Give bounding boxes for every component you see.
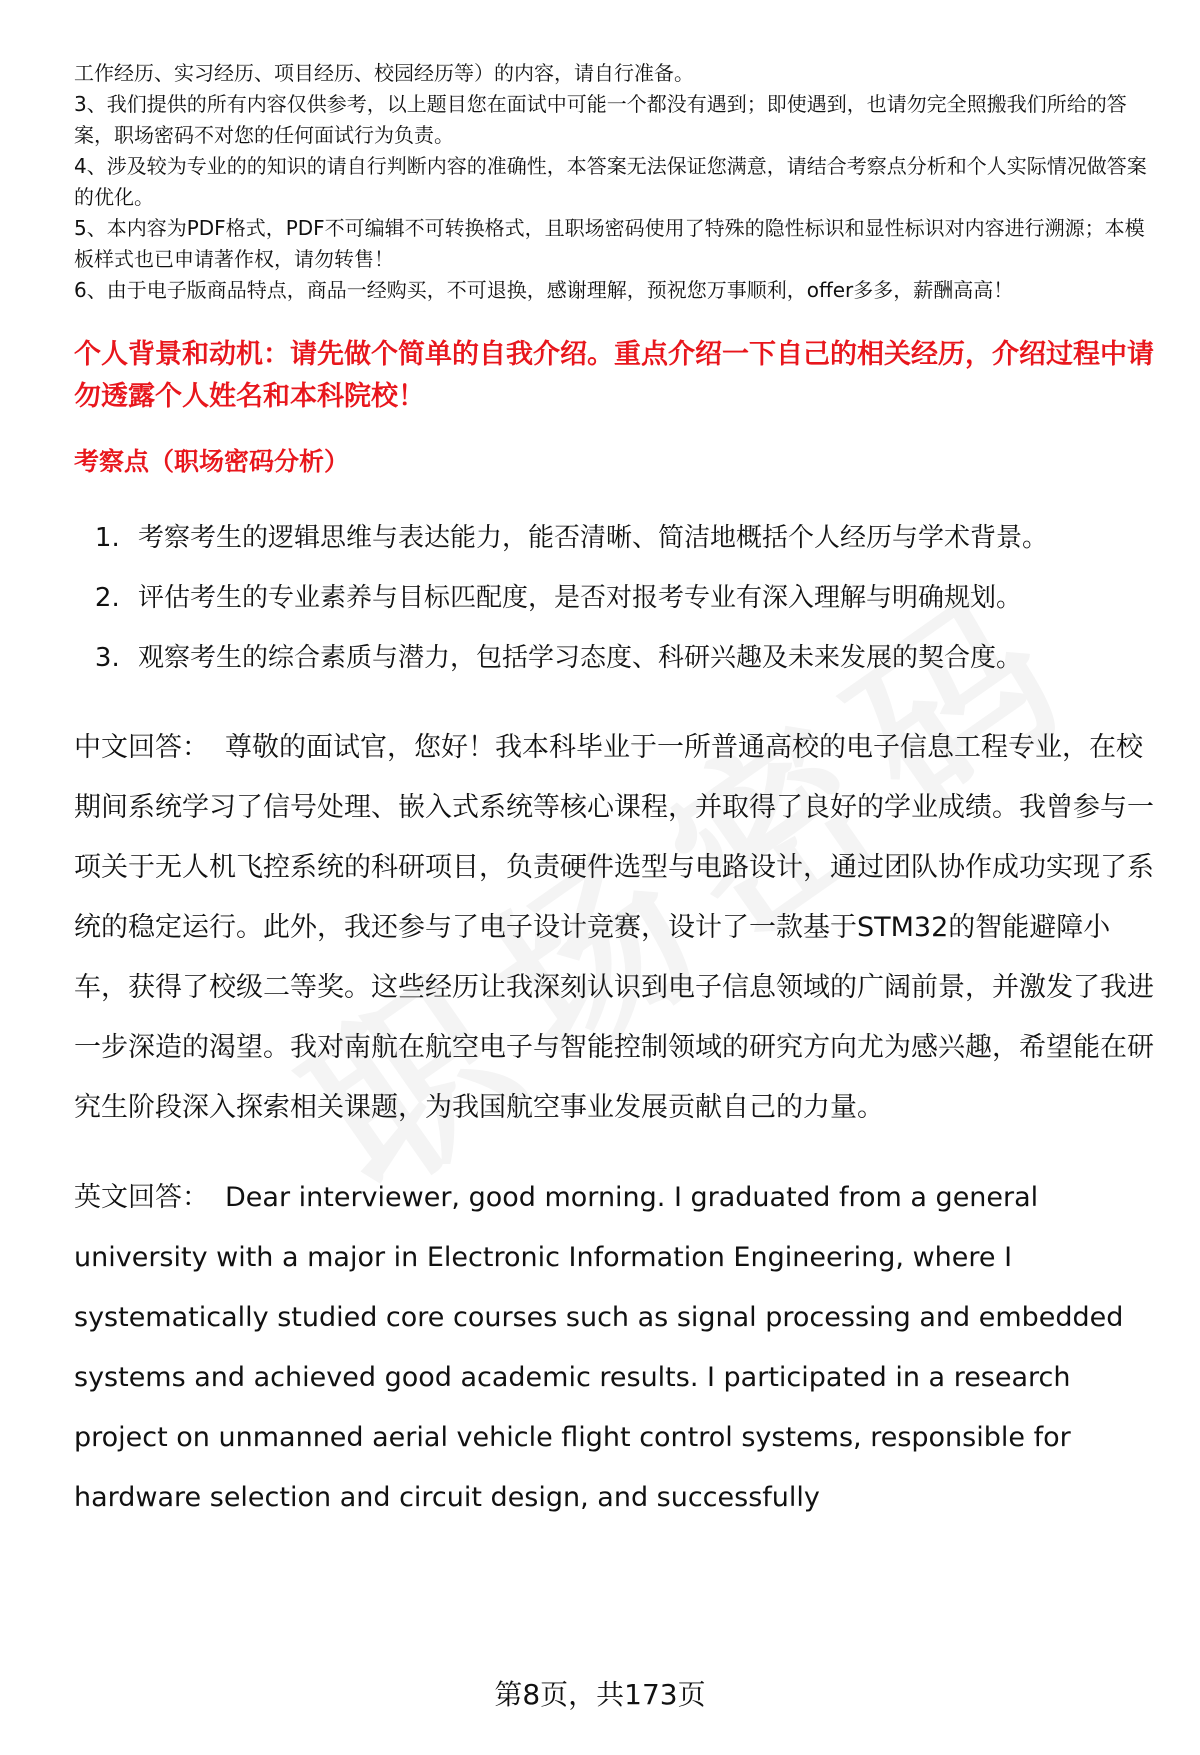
list-item: 2. 评估考生的专业素养与目标匹配度，是否对报考专业有深入理解与明确规划。: [128, 568, 1154, 628]
note-line: 4、涉及较为专业的的知识的请自行判断内容的准确性，本答案无法保证您满意，请结合考察点分析和个人实际情况做答案的优化。: [74, 154, 1147, 209]
document-body: [74, 58, 1154, 1528]
question-heading: 个人背景和动机：请先做个简单的自我介绍。重点介绍一下自己的相关经历，介绍过程中请勿透露个人姓名和本科院校！: [74, 339, 1154, 412]
note-line: 3、我们提供的所有内容仅供参考，以上题目您在面试中可能一个都没有遇到；即使遇到，也请勿完全照搬我们所给的答案，职场密码不对您的任何面试行为负责。: [74, 92, 1127, 147]
english-answer-label: 英文回答：: [74, 1182, 209, 1213]
note-line: 5、本内容为PDF格式，PDF不可编辑不可转换格式，且职场密码使用了特殊的隐性标识和显性标识对内容进行溯源；本模板样式也已申请著作权，请勿转售！: [74, 216, 1145, 271]
note-line: 6、由于电子版商品特点，商品一经购买，不可退换，感谢理解，预祝您万事顺利，offer多多，薪酬高高！: [74, 278, 1014, 302]
list-item: 3. 观察考生的综合素质与潜力，包括学习态度、科研兴趣及未来发展的契合度。: [128, 628, 1154, 688]
english-answer-text: Dear interviewer, good morning. I graduated from a general university with a major in Electronic Information Engineering, where I systematically studied core courses such as signal processing and embedded systems and achieved good academic results. I participated in a research project on unmanned aerial vehicle flight control systems, responsible for hardware selection and circuit design, and successfully: [74, 1182, 1124, 1513]
note-line: 工作经历、实习经历、项目经历、校园经历等）的内容，请自行准备。: [74, 61, 694, 85]
chinese-answer-text: 尊敬的面试官，您好！我本科毕业于一所普通高校的电子信息工程专业，在校期间系统学习了信号处理、嵌入式系统等核心课程，并取得了良好的学业成绩。我曾参与一项关于无人机飞控系统的科研项目，负责硬件选型与电路设计，通过团队协作成功实现了系统的稳定运行。此外，我还参与了电子设计竞赛，设计了一款基于STM32的智能避障小车，获得了校级二等奖。这些经历让我深刻认识到电子信息领域的广阔前景，并激发了我进一步深造的渴望。我对南航在航空电子与智能控制领域的研究方向尤为感兴趣，希望能在研究生阶段深入探索相关课题，为我国航空事业发展贡献自己的力量。: [74, 732, 1154, 1123]
points-title: 考察点（职场密码分析）: [74, 447, 350, 476]
chinese-answer: [74, 718, 1154, 1138]
list-item: 1. 考察考生的逻辑思维与表达能力，能否清晰、简洁地概括个人经历与学术背景。: [128, 508, 1154, 568]
chinese-answer-label: 中文回答：: [74, 732, 209, 763]
page-number: 第8页，共173页: [494, 1678, 706, 1711]
points-list: [74, 508, 1154, 688]
notes-section: [74, 58, 1154, 306]
english-answer: [74, 1168, 1154, 1528]
